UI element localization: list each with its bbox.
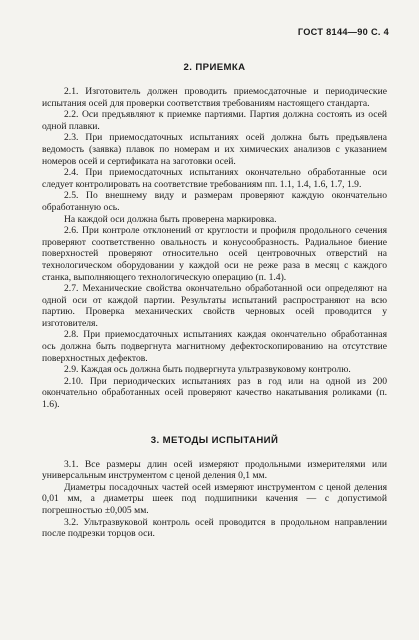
paragraph: На каждой оси должна быть проверена маркировка. [64,213,277,225]
paragraph: 2.3. При приемосдаточных испытаниях осей должна быть предъявлена ведомость (заявка) плавок по номерам и их химических анализов с указанием номеров осей и сертификата на заготовки осей. [42,132,387,167]
paragraph: 2.5. По внешнему виду и размерам проверяют каждую окончательно обработанную ось. [42,190,387,213]
page-header: ГОСТ 8144—90 С. 4 [297,27,389,37]
section-acceptance-body [42,86,387,411]
paragraph: 2.1. Изготовитель должен проводить приемосдаточные и периодические испытания осей для проверки соответствия требованиям настоящего стандарта. [42,86,387,109]
paragraph: 3.1. Все размеры длин осей измеряют продольными измерителями или универсальным инструментом с ценой деления 0,1 мм. [42,458,387,482]
section-test-methods-body [42,459,387,540]
paragraph: 2.4. При приемосдаточных испытаниях окончательно обработанные оси следует контролировать на соответствие требованиям пп. 1.1, 1.4, 1.6, 1.7, 1.9. [42,167,387,190]
paragraph: 2.7. Механические свойства окончательно обработанной оси определяют на одной оси от каждой партии. Результаты испытаний распространяют на всю партию. Проверка механических свойств черновых осей проводится у изготовителя. [42,283,387,329]
paragraph: 2.2. Оси предъявляют к приемке партиями. Партия должна состоять из осей одной плавки. [42,109,387,132]
paragraph: 2.9. Каждая ось должна быть подвергнута ультразвуковому контролю. [64,364,351,376]
section-title-acceptance: 2. ПРИЕМКА [183,62,246,73]
paragraph: 2.8. При приемосдаточных испытаниях каждая окончательно обработанная ось должна быть подвергнута магнитному дефектоскопированию на отсутствие поверхностных дефектов. [42,329,387,364]
paragraph: 2.10. При периодических испытаниях раз в год или на одной из 200 окончательно обработанных осей проверяют качество накатывания роликами (п. 1.6). [42,375,387,411]
section-title-test-methods: 3. МЕТОДЫ ИСПЫТАНИЙ [150,434,279,446]
paragraph: 3.2. Ультразвуковой контроль осей проводится в продольном направлении после подрезки торцов оси. [42,516,387,540]
paragraph: Диаметры посадочных частей осей измеряют инструментом с ценой деления 0,01 мм, а диаметры шеек под подшипники качения — с допустимой погрешностью ±0,005 мм. [42,481,387,516]
paragraph: 2.6. При контроле отклонений от круглости и профиля продольного сечения проверяют соответственно овальность и конусообразность. Радиальное биение поверхностей проверяют относительно осей центровочных отверстий на технологическом оборудовании у каждой оси не реже раза в месяц с каждого станка, выполняющего технологическую операцию (п. 1.4). [42,225,387,283]
